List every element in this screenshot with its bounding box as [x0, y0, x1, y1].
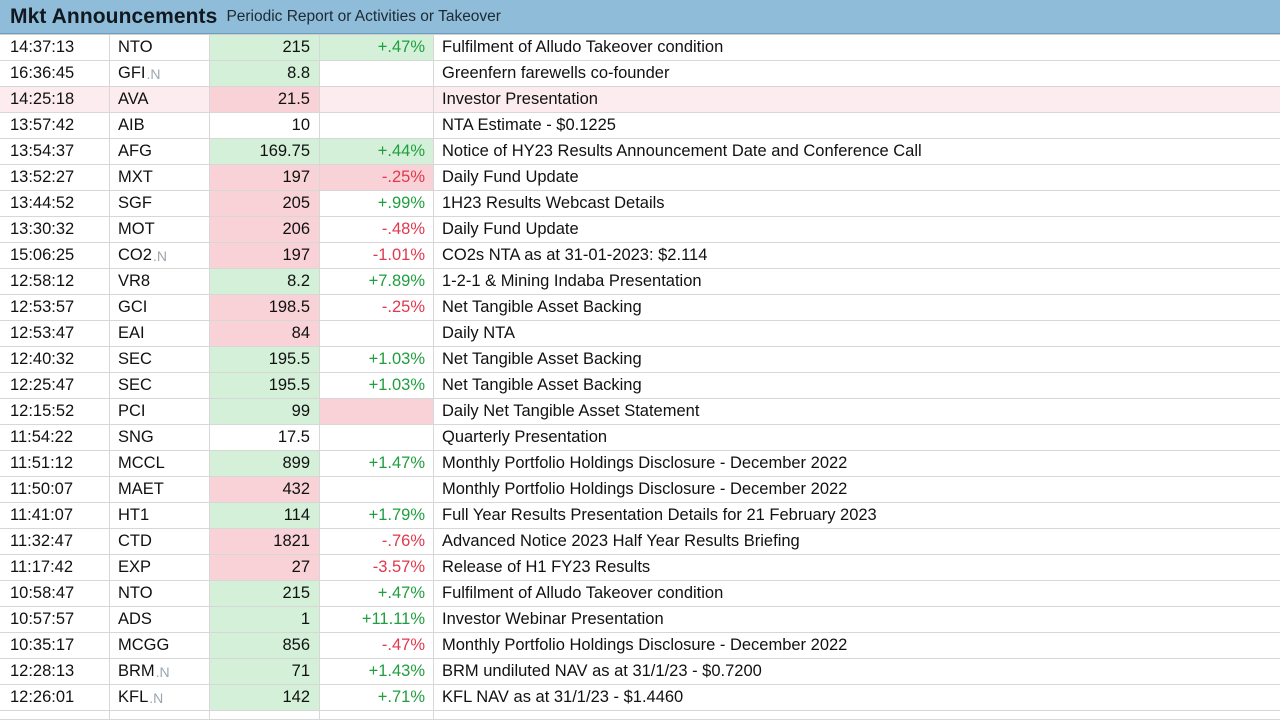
cell-change-percent: +11.11% — [320, 607, 434, 632]
cell-change-percent: +1.43% — [320, 659, 434, 684]
cell-last-price: 215 — [210, 581, 320, 606]
table-row[interactable] — [0, 711, 1280, 720]
cell-last-price: 205 — [210, 191, 320, 216]
cell-headline[interactable]: Daily NTA — [442, 324, 516, 342]
cell-code[interactable] — [110, 503, 210, 528]
cell-time: 11:17:42 — [0, 555, 110, 580]
cell-code[interactable] — [110, 269, 210, 294]
cell-time: 12:15:52 — [0, 399, 110, 424]
cell-change-percent: -1.01% — [320, 243, 434, 268]
cell-change-percent — [320, 113, 434, 138]
table-row[interactable] — [0, 165, 1280, 191]
security-code: CO2 — [118, 246, 152, 264]
cell-last-price: 899 — [210, 451, 320, 476]
security-code-suffix: .N — [149, 689, 164, 706]
security-code: EXP — [118, 558, 152, 576]
cell-headline[interactable]: Daily Net Tangible Asset Statement — [442, 402, 700, 420]
cell-code[interactable] — [110, 87, 210, 112]
security-code: PCI — [118, 402, 146, 420]
cell-last-price: 17.5 — [210, 425, 320, 450]
cell-change-percent: -.25% — [320, 295, 434, 320]
cell-time: 13:57:42 — [0, 113, 110, 138]
table-row[interactable] — [0, 607, 1280, 633]
table-row[interactable] — [0, 451, 1280, 477]
security-code: AIB — [118, 116, 145, 134]
cell-change-percent: +1.03% — [320, 347, 434, 372]
security-code: KFL — [118, 688, 149, 706]
page-subtitle: Periodic Report or Activities or Takeover — [226, 7, 501, 25]
security-code-suffix: .N — [152, 247, 167, 264]
table-row[interactable] — [0, 659, 1280, 685]
cell-code[interactable] — [110, 581, 210, 606]
cell-last-price: 10 — [210, 113, 320, 138]
window-titlebar — [0, 0, 1280, 34]
cell-code[interactable] — [110, 191, 210, 216]
cell-code[interactable] — [110, 165, 210, 190]
cell-change-percent — [320, 425, 434, 450]
cell-headline[interactable] — [434, 711, 1280, 719]
cell-last-price: 1 — [210, 607, 320, 632]
cell-code[interactable] — [110, 295, 210, 320]
table-row[interactable] — [0, 581, 1280, 607]
cell-time: 13:44:52 — [0, 191, 110, 216]
cell-last-price: 84 — [210, 321, 320, 346]
cell-time: 13:54:37 — [0, 139, 110, 164]
cell-code[interactable] — [110, 425, 210, 450]
cell-change-percent — [320, 321, 434, 346]
table-row[interactable] — [0, 243, 1280, 269]
cell-headline[interactable]: Fulfilment of Alludo Takeover condition — [442, 584, 724, 602]
cell-time: 15:06:25 — [0, 243, 110, 268]
table-row[interactable] — [0, 425, 1280, 451]
table-row[interactable] — [0, 87, 1280, 113]
cell-change-percent: +.99% — [320, 191, 434, 216]
security-code: MOT — [118, 220, 155, 238]
cell-last-price: 142 — [210, 685, 320, 710]
cell-change-percent: -3.57% — [320, 555, 434, 580]
cell-code[interactable] — [110, 555, 210, 580]
cell-code[interactable] — [110, 35, 210, 60]
cell-time: 11:50:07 — [0, 477, 110, 502]
cell-change-percent — [320, 61, 434, 86]
security-code: BRM — [118, 662, 155, 680]
cell-code[interactable] — [110, 61, 210, 86]
table-row[interactable] — [0, 191, 1280, 217]
cell-time: 14:37:13 — [0, 35, 110, 60]
security-code: MCGG — [118, 636, 170, 654]
cell-time: 16:36:45 — [0, 61, 110, 86]
table-row[interactable] — [0, 217, 1280, 243]
cell-last-price: 206 — [210, 217, 320, 242]
cell-change-percent — [320, 87, 434, 112]
cell-last-price: 71 — [210, 659, 320, 684]
cell-code[interactable] — [110, 607, 210, 632]
cell-code[interactable] — [110, 347, 210, 372]
table-row[interactable] — [0, 295, 1280, 321]
cell-change-percent: -.48% — [320, 217, 434, 242]
cell-last-price: 114 — [210, 503, 320, 528]
cell-last-price: 197 — [210, 165, 320, 190]
security-code: HT1 — [118, 506, 150, 524]
table-row[interactable] — [0, 139, 1280, 165]
cell-headline[interactable]: Net Tangible Asset Backing — [442, 376, 642, 394]
security-code: GFI — [118, 64, 146, 82]
cell-code[interactable] — [110, 321, 210, 346]
cell-code[interactable] — [110, 477, 210, 502]
security-code: NTO — [118, 584, 153, 602]
cell-change-percent: +.44% — [320, 139, 434, 164]
cell-headline[interactable]: NTA Estimate - $0.1225 — [442, 116, 616, 134]
cell-last-price — [210, 711, 320, 719]
cell-change-percent — [320, 399, 434, 424]
cell-headline[interactable]: 1-2-1 & Mining Indaba Presentation — [442, 272, 702, 290]
cell-change-percent: +.47% — [320, 581, 434, 606]
security-code: SNG — [118, 428, 154, 446]
cell-last-price: 195.5 — [210, 373, 320, 398]
cell-change-percent: -.47% — [320, 633, 434, 658]
cell-code[interactable] — [110, 451, 210, 476]
table-row[interactable] — [0, 685, 1280, 711]
cell-code[interactable] — [110, 113, 210, 138]
cell-time: 10:57:57 — [0, 607, 110, 632]
cell-code[interactable] — [110, 685, 210, 710]
cell-headline[interactable]: Investor Presentation — [442, 90, 598, 108]
cell-time: 13:52:27 — [0, 165, 110, 190]
cell-headline[interactable]: Advanced Notice 2023 Half Year Results Briefing — [442, 532, 800, 550]
cell-change-percent: -.25% — [320, 165, 434, 190]
cell-headline[interactable]: Fulfilment of Alludo Takeover condition — [442, 38, 724, 56]
cell-time: 12:53:47 — [0, 321, 110, 346]
cell-headline[interactable]: Full Year Results Presentation Details for 21 February 2023 — [442, 506, 877, 524]
cell-time: 13:30:32 — [0, 217, 110, 242]
cell-time: 12:28:13 — [0, 659, 110, 684]
cell-headline[interactable]: Investor Webinar Presentation — [442, 610, 664, 628]
security-code: MXT — [118, 168, 153, 186]
security-code: MCCL — [118, 454, 165, 472]
table-row[interactable] — [0, 61, 1280, 87]
table-row[interactable] — [0, 477, 1280, 503]
cell-time: 12:40:32 — [0, 347, 110, 372]
table-row[interactable] — [0, 321, 1280, 347]
cell-time: 14:25:18 — [0, 87, 110, 112]
cell-time: 12:26:01 — [0, 685, 110, 710]
cell-headline[interactable]: KFL NAV as at 31/1/23 - $1.4460 — [442, 688, 684, 706]
security-code: CTD — [118, 532, 152, 550]
cell-time: 11:41:07 — [0, 503, 110, 528]
security-code: VR8 — [118, 272, 151, 290]
cell-last-price: 1821 — [210, 529, 320, 554]
page-title: Mkt Announcements — [10, 4, 218, 28]
cell-code[interactable] — [110, 399, 210, 424]
cell-last-price: 198.5 — [210, 295, 320, 320]
security-code-suffix: .N — [146, 65, 161, 82]
security-code: SGF — [118, 194, 152, 212]
cell-headline[interactable]: Monthly Portfolio Holdings Disclosure - December 2022 — [442, 454, 848, 472]
cell-change-percent: -.76% — [320, 529, 434, 554]
cell-code[interactable] — [110, 139, 210, 164]
cell-headline[interactable]: BRM undiluted NAV as at 31/1/23 - $0.7200 — [442, 662, 762, 680]
security-code: ADS — [118, 610, 152, 628]
security-code: AVA — [118, 90, 149, 108]
table-row[interactable] — [0, 35, 1280, 61]
cell-time: 11:32:47 — [0, 529, 110, 554]
cell-time: 12:53:57 — [0, 295, 110, 320]
table-row[interactable] — [0, 113, 1280, 139]
security-code: SEC — [118, 376, 152, 394]
table-row[interactable] — [0, 347, 1280, 373]
cell-last-price: 8.8 — [210, 61, 320, 86]
cell-headline[interactable]: 1H23 Results Webcast Details — [442, 194, 665, 212]
cell-headline[interactable]: Monthly Portfolio Holdings Disclosure - December 2022 — [442, 480, 848, 498]
cell-last-price: 195.5 — [210, 347, 320, 372]
cell-headline[interactable]: Release of H1 FY23 Results — [442, 558, 651, 576]
cell-last-price: 99 — [210, 399, 320, 424]
cell-headline[interactable]: Notice of HY23 Results Announcement Date and Conference Call — [442, 142, 922, 160]
table-row[interactable] — [0, 529, 1280, 555]
security-code: GCI — [118, 298, 148, 316]
table-row[interactable] — [0, 269, 1280, 295]
cell-code[interactable] — [110, 659, 210, 684]
cell-change-percent: +1.47% — [320, 451, 434, 476]
cell-headline[interactable]: CO2s NTA as at 31-01-2023: $2.114 — [442, 246, 708, 264]
cell-last-price: 215 — [210, 35, 320, 60]
cell-last-price: 856 — [210, 633, 320, 658]
table-row[interactable] — [0, 555, 1280, 581]
cell-code[interactable] — [110, 529, 210, 554]
cell-change-percent: +1.03% — [320, 373, 434, 398]
cell-headline[interactable]: Monthly Portfolio Holdings Disclosure - December 2022 — [442, 636, 848, 654]
cell-change-percent: +.47% — [320, 35, 434, 60]
cell-code[interactable] — [110, 243, 210, 268]
cell-headline[interactable]: Net Tangible Asset Backing — [442, 350, 642, 368]
cell-change-percent: +7.89% — [320, 269, 434, 294]
table-row[interactable] — [0, 399, 1280, 425]
cell-time: 12:58:12 — [0, 269, 110, 294]
cell-last-price: 27 — [210, 555, 320, 580]
cell-time: 10:35:17 — [0, 633, 110, 658]
cell-code[interactable] — [110, 711, 210, 719]
cell-code[interactable] — [110, 217, 210, 242]
table-row[interactable] — [0, 503, 1280, 529]
cell-last-price: 8.2 — [210, 269, 320, 294]
cell-code[interactable] — [110, 633, 210, 658]
security-code: SEC — [118, 350, 152, 368]
cell-headline[interactable]: Quarterly Presentation — [442, 428, 608, 446]
security-code: NTO — [118, 38, 153, 56]
cell-last-price: 197 — [210, 243, 320, 268]
cell-change-percent: +1.79% — [320, 503, 434, 528]
security-code-suffix: .N — [155, 663, 170, 680]
cell-time: 10:58:47 — [0, 581, 110, 606]
announcements-table[interactable] — [0, 34, 1280, 720]
cell-time: 11:54:22 — [0, 425, 110, 450]
security-code: AFG — [118, 142, 152, 160]
cell-time: 11:51:12 — [0, 451, 110, 476]
cell-time — [0, 711, 110, 719]
cell-last-price: 432 — [210, 477, 320, 502]
cell-change-percent: +.71% — [320, 685, 434, 710]
cell-headline[interactable]: Daily Fund Update — [442, 220, 579, 238]
security-code: EAI — [118, 324, 145, 342]
cell-last-price: 21.5 — [210, 87, 320, 112]
cell-change-percent — [320, 477, 434, 502]
cell-headline[interactable]: Greenfern farewells co-founder — [442, 64, 670, 82]
table-row[interactable] — [0, 633, 1280, 659]
cell-time: 12:25:47 — [0, 373, 110, 398]
cell-change-percent — [320, 711, 434, 719]
cell-headline[interactable]: Net Tangible Asset Backing — [442, 298, 642, 316]
cell-headline[interactable]: Daily Fund Update — [442, 168, 579, 186]
table-row[interactable] — [0, 373, 1280, 399]
security-code: MAET — [118, 480, 164, 498]
cell-last-price: 169.75 — [210, 139, 320, 164]
cell-code[interactable] — [110, 373, 210, 398]
